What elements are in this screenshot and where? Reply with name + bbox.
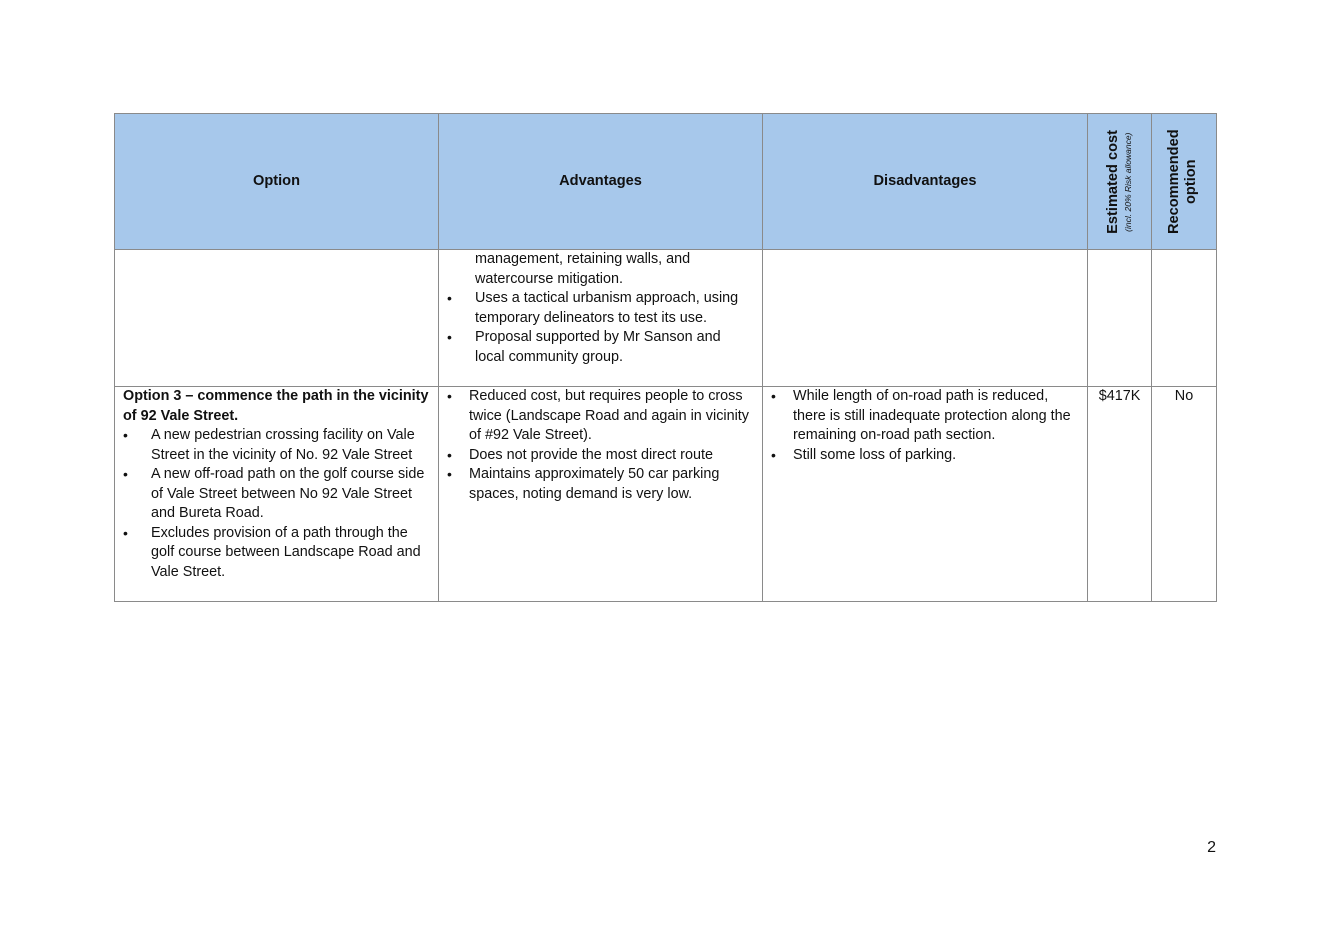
cost-cell (1088, 250, 1152, 387)
list-item: • Maintains approximately 50 car parking spaces, noting demand is very low. (447, 466, 720, 502)
table-row (115, 250, 1217, 387)
page-number: 2 (1207, 839, 1216, 856)
recommended-cell (1152, 250, 1217, 387)
list-item: • A new pedestrian crossing facility on Vale Street in the vicinity of No. 92 Vale Street (123, 427, 415, 463)
cost-cell: $417K (1088, 387, 1152, 602)
table-row (115, 387, 1217, 602)
option-cell (115, 250, 439, 387)
list-item: • Still some loss of parking. (771, 446, 957, 463)
list-item: • Reduced cost, but requires people to cross twice (Landscape Road and again in vicinity of #92 Vale Street). (447, 388, 749, 443)
header-recommended-label: Recommended option (1166, 129, 1199, 234)
header-estimated-cost (1088, 114, 1152, 250)
list-item: • Excludes provision of a path through the golf course between Landscape Road and Vale Street. (123, 524, 421, 580)
recommended-cell: No (1152, 387, 1217, 602)
list-item: • While length of on-road path is reduced, there is still inadequate protection along the remaining on-road path section. (771, 388, 1071, 443)
list-item: • A new off-road path on the golf course side of Vale Street between No 92 Vale Street and Bureta Road. (123, 466, 425, 521)
header-estimated-cost-note: (incl. 20% Risk allowance) (1123, 131, 1133, 232)
list-item: • Proposal supported by Mr Sanson and local community group. (447, 329, 721, 365)
advantages-cell (439, 387, 763, 602)
header-advantages: Advantages (439, 114, 763, 250)
list-item: • Does not provide the most direct route (447, 446, 713, 463)
option-title: Option 3 – commence the path in the vicinity of 92 Vale Street. (123, 388, 429, 424)
advantages-cell (439, 250, 763, 387)
disadvantages-cell (763, 387, 1088, 602)
disadvantages-cell (763, 250, 1088, 387)
header-estimated-cost-label: Estimated cost (1105, 129, 1121, 234)
options-table (114, 113, 1217, 602)
header-option: Option (115, 114, 439, 250)
list-item: • Uses a tactical urbanism approach, using temporary delineators to test its use. (447, 290, 739, 326)
header-disadvantages: Disadvantages (763, 114, 1088, 250)
header-recommended (1152, 114, 1217, 250)
table-header-row (115, 114, 1217, 250)
option-cell (115, 387, 439, 602)
advantages-continuation: management, retaining walls, and watercourse mitigation. (475, 251, 691, 287)
